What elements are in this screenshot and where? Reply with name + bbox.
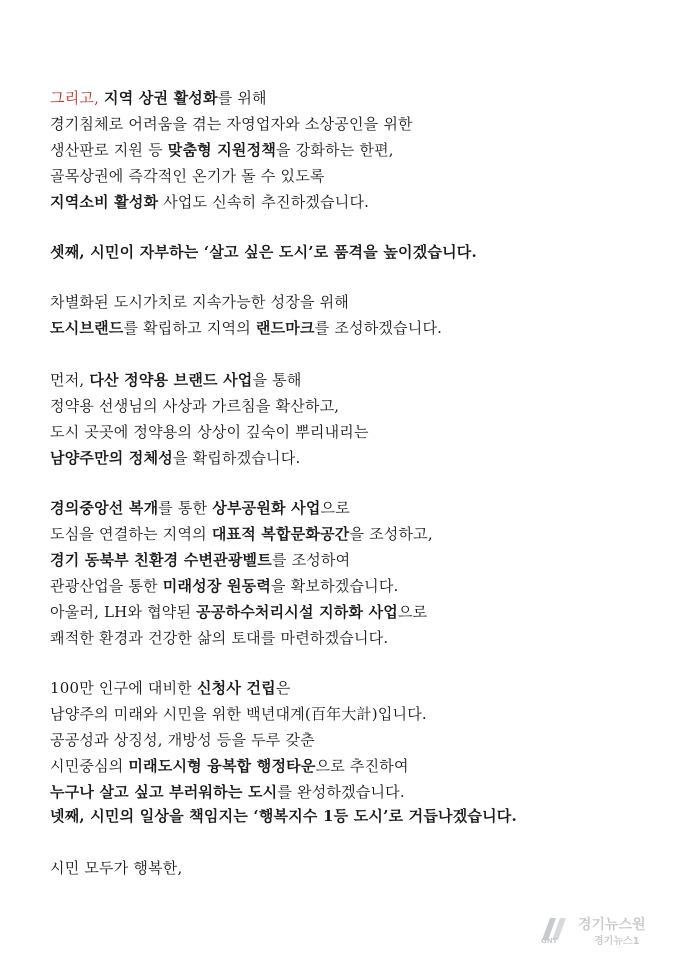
text-segment: 를 조성하여 — [271, 551, 351, 569]
bold-phrase: 미래성장 원동력 — [162, 577, 272, 595]
text-line: 경기침체로 어려움을 겪는 자영업자와 소상공인을 위한 — [50, 115, 413, 133]
text-segment: 을 조성하고, — [349, 525, 433, 543]
bold-phrase: 남양주만의 정체성 — [50, 449, 173, 467]
text-segment: 을 강화하는 한편, — [276, 141, 394, 159]
text-line — [50, 88, 267, 108]
text-segment: 은 — [275, 679, 291, 697]
watermark-name: 경기뉴스원 — [578, 917, 646, 933]
text-line: 시민 모두가 행복한, — [50, 859, 183, 877]
text-line — [50, 782, 405, 802]
text-segment: 시민중심의 — [50, 757, 129, 775]
text-line — [50, 550, 350, 570]
text-line — [50, 498, 350, 518]
text-line — [50, 678, 291, 698]
text-segment: 을 확립하겠습니다. — [172, 449, 301, 467]
watermark-subname: 경기뉴스1 — [594, 936, 640, 947]
news-logo-icon — [538, 914, 572, 944]
section-heading: 셋째, 시민이 자부하는 ‘살고 싶은 도시’로 품격을 높이겠습니다. — [50, 243, 477, 261]
bold-phrase: 신청사 건립 — [196, 679, 276, 697]
bold-phrase: 도시브랜드 — [50, 319, 124, 337]
text-line — [50, 756, 409, 776]
bold-phrase: 누구나 살고 싶고 부러워하는 도시 — [50, 783, 278, 801]
text-line: 정약용 선생님의 사상과 가르침을 확산하고, — [50, 397, 340, 415]
text-line — [50, 318, 442, 338]
text-segment: 아울러, LH와 협약된 — [50, 603, 197, 621]
text-segment: 사업도 신속히 추진하겠습니다. — [158, 193, 370, 211]
text-line — [50, 602, 427, 622]
logo-text: GNT — [541, 937, 558, 944]
bold-phrase: 상부공원화 사업 — [212, 499, 321, 517]
highlight-phrase: 그리고, — [50, 89, 100, 107]
bold-phrase: 공공하수처리시설 지하화 사업 — [196, 603, 398, 621]
text-line — [50, 370, 302, 390]
text-line: 도시 곳곳에 정약용의 상상이 깊숙이 뿌리내리는 — [50, 423, 369, 441]
section-heading: 넷째, 시민의 일상을 책임지는 ‘행복지수 1등 도시’로 거듭나겠습니다. — [50, 807, 517, 825]
bold-phrase: 경기 동북부 친환경 수변관광벨트 — [50, 551, 272, 569]
text-segment: 으로 추진하여 — [315, 757, 409, 775]
bold-phrase: 미래도시형 융복합 행정타운 — [128, 757, 316, 775]
text-segment: 도심을 연결하는 지역의 — [50, 525, 212, 543]
bold-phrase: 지역 상권 활성화 — [104, 89, 218, 107]
text-line — [50, 576, 399, 596]
bold-phrase: 다산 정약용 브랜드 사업 — [89, 371, 253, 389]
text-segment: 먼저, — [50, 371, 90, 389]
bold-phrase: 대표적 복합문화공간 — [211, 525, 350, 543]
bold-phrase: 랜드마크 — [255, 319, 315, 337]
bold-phrase: 지역소비 활성화 — [50, 193, 159, 211]
text-line: 남양주의 미래와 시민을 위한 백년대계(百年大計)입니다. — [50, 705, 427, 723]
text-line: 공공성과 상징성, 개방성 등을 두루 갖춘 — [50, 731, 315, 749]
text-segment: 을 통해 — [252, 371, 302, 389]
text-segment: 관광산업을 통한 — [50, 577, 163, 595]
text-line: 차별화된 도시가치로 지속가능한 성장을 위해 — [50, 293, 349, 311]
text-line — [50, 448, 300, 468]
text-segment: 100만 인구에 대비한 — [50, 679, 197, 697]
text-segment: 를 확립하고 지역의 — [123, 319, 256, 337]
text-line — [50, 140, 394, 160]
text-line: 골목상권에 즉각적인 온기가 돌 수 있도록 — [50, 167, 325, 185]
text-segment: 을 확보하겠습니다. — [271, 577, 399, 595]
text-line: 쾌적한 환경과 건강한 삶의 토대를 마련하겠습니다. — [50, 629, 389, 647]
text-segment: 를 위해 — [217, 89, 267, 107]
text-segment: 으로 — [320, 499, 350, 517]
text-segment: 를 통한 — [158, 499, 213, 517]
text-segment: 를 완성하겠습니다. — [277, 783, 405, 801]
text-segment: 으로 — [397, 603, 428, 621]
watermark — [538, 912, 666, 948]
text-line — [50, 192, 369, 212]
bold-phrase: 경의중앙선 복개 — [50, 499, 159, 517]
text-segment: 를 조성하겠습니다. — [314, 319, 443, 337]
bold-phrase: 맞춤형 지원정책 — [167, 141, 277, 159]
text-line — [50, 524, 433, 544]
text-segment: 생산판로 지원 등 — [50, 141, 168, 159]
